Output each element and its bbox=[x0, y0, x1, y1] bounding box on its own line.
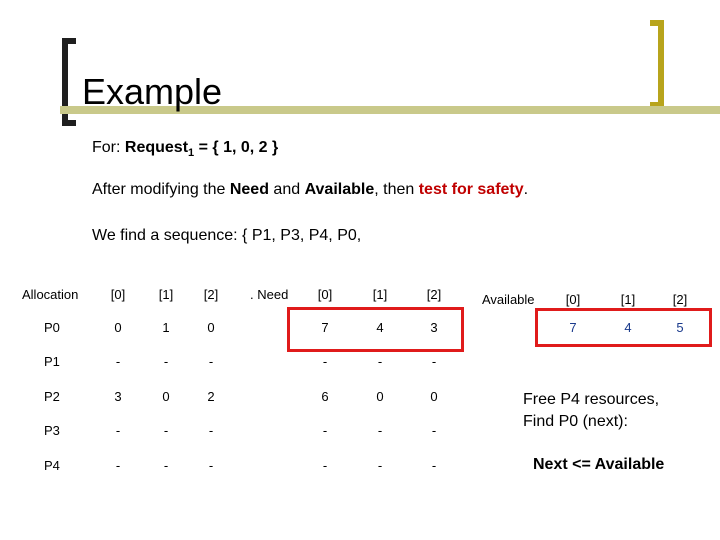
after-available: Available bbox=[304, 181, 375, 198]
allocation-col-0: [0] bbox=[110, 287, 126, 302]
note-free-resources: Free P4 resources, bbox=[523, 391, 660, 408]
alloc-cell: - bbox=[208, 423, 214, 438]
note-find-next: Find P0 (next): bbox=[523, 413, 628, 430]
need-cell: - bbox=[377, 458, 383, 473]
alloc-cell: 0 bbox=[207, 320, 215, 335]
alloc-cell: 2 bbox=[207, 389, 215, 404]
need-cell: 3 bbox=[430, 320, 438, 335]
alloc-cell: - bbox=[208, 354, 214, 369]
row-label-p4: P4 bbox=[44, 458, 60, 473]
need-cell: 6 bbox=[321, 389, 329, 404]
row-label-p0: P0 bbox=[44, 320, 60, 335]
need-cell: - bbox=[431, 423, 437, 438]
need-cell: - bbox=[322, 423, 328, 438]
need-cell: - bbox=[322, 458, 328, 473]
need-header: . Need bbox=[250, 287, 289, 302]
request-value: = { 1, 0, 2 } bbox=[198, 139, 279, 156]
need-cell: - bbox=[377, 354, 383, 369]
sequence-line: We find a sequence: { P1, P3, P4, P0, bbox=[92, 227, 362, 244]
alloc-cell: 1 bbox=[162, 320, 170, 335]
available-value-2: 5 bbox=[676, 320, 684, 335]
alloc-cell: 3 bbox=[114, 389, 122, 404]
available-header: Available bbox=[482, 292, 535, 307]
alloc-cell: - bbox=[208, 458, 214, 473]
alloc-cell: - bbox=[163, 354, 169, 369]
after-text-3: , then bbox=[374, 181, 419, 198]
allocation-col-1: [1] bbox=[158, 287, 174, 302]
alloc-cell: - bbox=[163, 423, 169, 438]
request-prefix: For: bbox=[92, 139, 121, 156]
need-col-2: [2] bbox=[426, 287, 442, 302]
alloc-cell: - bbox=[115, 423, 121, 438]
need-cell: - bbox=[431, 458, 437, 473]
need-cell: 0 bbox=[430, 389, 438, 404]
need-cell: - bbox=[431, 354, 437, 369]
available-col-2: [2] bbox=[672, 292, 688, 307]
after-text-4: . bbox=[523, 181, 529, 198]
need-cell: - bbox=[322, 354, 328, 369]
title-bracket-right bbox=[650, 20, 664, 108]
available-col-1: [1] bbox=[620, 292, 636, 307]
after-need: Need bbox=[229, 181, 269, 198]
need-cell: 4 bbox=[376, 320, 384, 335]
need-col-1: [1] bbox=[372, 287, 388, 302]
alloc-cell: - bbox=[163, 458, 169, 473]
row-label-p1: P1 bbox=[44, 354, 60, 369]
need-cell: - bbox=[377, 423, 383, 438]
allocation-header: Allocation bbox=[22, 287, 79, 302]
after-text-1: After modifying the bbox=[92, 181, 230, 198]
alloc-cell: - bbox=[115, 458, 121, 473]
need-col-0: [0] bbox=[317, 287, 333, 302]
after-text-2: and bbox=[268, 181, 305, 198]
alloc-cell: 0 bbox=[162, 389, 170, 404]
note-condition: Next <= Available bbox=[533, 456, 665, 473]
need-cell: 0 bbox=[376, 389, 384, 404]
alloc-cell: - bbox=[115, 354, 121, 369]
row-label-p2: P2 bbox=[44, 389, 60, 404]
page-title: Example bbox=[82, 71, 223, 112]
available-value-0: 7 bbox=[569, 320, 577, 335]
request-line bbox=[92, 138, 278, 163]
after-line bbox=[92, 180, 528, 200]
available-value-1: 4 bbox=[624, 320, 632, 335]
request-subscript: 1 bbox=[188, 147, 195, 160]
request-label: Request bbox=[124, 139, 189, 156]
alloc-cell: 0 bbox=[114, 320, 122, 335]
row-label-p3: P3 bbox=[44, 423, 60, 438]
after-test-safety: test for safety bbox=[418, 181, 524, 198]
need-cell: 7 bbox=[321, 320, 329, 335]
allocation-col-2: [2] bbox=[203, 287, 219, 302]
available-col-0: [0] bbox=[565, 292, 581, 307]
